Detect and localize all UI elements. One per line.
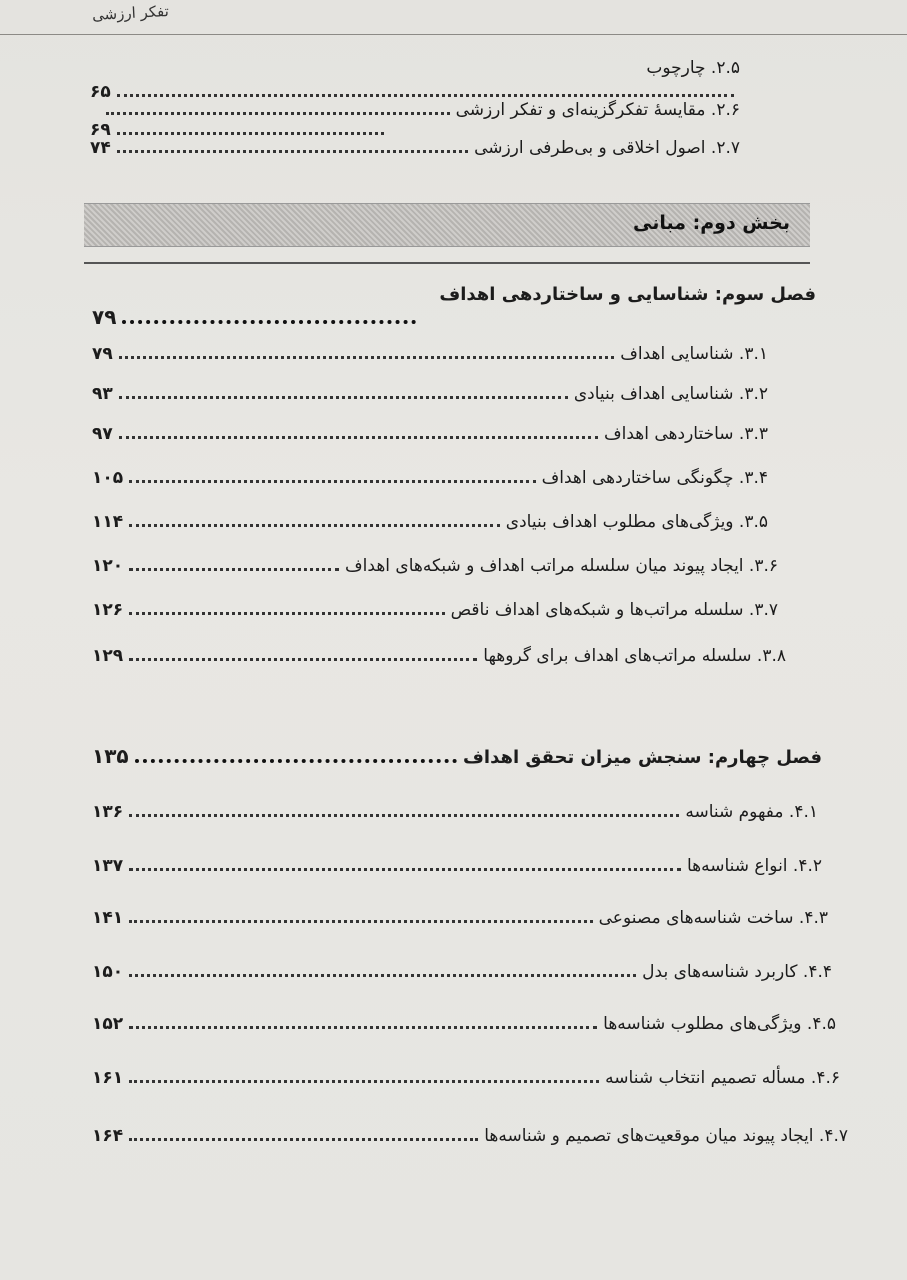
toc-entry-title: ۳.۲. شناسایی اهداف بنیادی: [573, 384, 768, 404]
toc-entry-title: ۳.۸. سلسله مراتب‌های اهداف برای گروهها: [483, 646, 786, 666]
toc-entry-2-6-page-row: [90, 120, 390, 140]
dot-leader: [117, 150, 468, 153]
dot-leader: [129, 1138, 478, 1141]
chapter-4-heading: [92, 744, 822, 768]
chapter-page: ۱۳۵: [92, 744, 129, 768]
chapter-title: فصل چهارم: سنجش میزان تحقق اهداف: [462, 747, 822, 768]
toc-entry-page: ۹۷: [92, 424, 113, 444]
toc-entry-3-8: [92, 646, 786, 666]
toc-entry-3-2: [92, 384, 768, 404]
dot-leader: [119, 436, 598, 439]
dot-leader: [129, 920, 593, 923]
toc-entry-3-5: [92, 512, 768, 532]
toc-entry-title: ۴.۱. مفهوم شناسه: [685, 802, 818, 822]
chapter-title: فصل سوم: شناسایی و ساختاردهی اهداف: [439, 284, 816, 305]
toc-entry-2-6: [90, 100, 740, 120]
toc-entry-4-7: [92, 1126, 848, 1146]
toc-entry-3-6: [92, 556, 778, 576]
toc-entry-title: ۲.۵. چارچوب: [646, 58, 740, 78]
toc-entry-3-4: [92, 468, 768, 488]
toc-entry-page: ۱۳۷: [92, 856, 124, 876]
toc-entry-page: ۱۲۰: [92, 556, 124, 576]
toc-entry-title: ۳.۳. ساختاردهی اهداف: [604, 424, 768, 444]
toc-entry-title: ۳.۱. شناسایی اهداف: [620, 344, 768, 364]
running-head-text: تفکر ارزشی: [91, 2, 170, 24]
toc-entry-4-6: [92, 1068, 840, 1088]
toc-entry-page: ۱۰۵: [92, 468, 124, 488]
dot-leader: [135, 759, 457, 763]
dot-leader: [106, 112, 449, 115]
toc-entry-4-3: [92, 908, 828, 928]
toc-entry-page: ۱۶۱: [92, 1068, 124, 1088]
toc-entry-title: ۴.۶. مسأله تصمیم انتخاب شناسه: [605, 1068, 840, 1088]
toc-entry-page: ۱۱۴: [92, 512, 124, 532]
toc-entry-page: ۱۲۹: [92, 646, 124, 666]
toc-entry-2-5-dots: [90, 82, 740, 102]
toc-entry-page: ۷۴: [90, 138, 111, 158]
toc-entry-title: ۴.۴. کاربرد شناسه‌های بدل: [642, 962, 832, 982]
toc-entry-page: ۶۵: [90, 82, 111, 102]
toc-entry-title: ۲.۷. اصول اخلاقی و بی‌طرفی ارزشی: [474, 138, 740, 158]
toc-entry-title: ۴.۷. ایجاد پیوند میان موقعیت‌های تصمیم و شناسه‌ها: [484, 1126, 848, 1146]
dot-leader: [129, 1026, 597, 1029]
dot-leader: [129, 814, 679, 817]
toc-entry-2-5: [92, 58, 740, 78]
toc-entry-2-7: [90, 138, 740, 158]
dot-leader: [129, 524, 500, 527]
toc-entry-page: ۱۵۲: [92, 1014, 124, 1034]
toc-entry-title: ۳.۵. ویژگی‌های مطلوب اهداف بنیادی: [505, 512, 768, 532]
toc-entry-page: ۶۹: [90, 120, 111, 140]
toc-entry-title: ۳.۷. سلسله مراتب‌ها و شبکه‌های اهداف ناقص: [450, 600, 778, 620]
toc-entry-page: ۱۳۶: [92, 802, 124, 822]
running-head: [0, 0, 907, 35]
toc-entry-title: ۲.۶. مقایسهٔ تفکرگزینه‌ای و تفکر ارزشی: [455, 100, 740, 120]
toc-entry-3-7: [92, 600, 778, 620]
toc-entry-page: ۱۴۱: [92, 908, 124, 928]
toc-entry-page: ۱۶۴: [92, 1126, 124, 1146]
dot-leader: [129, 974, 636, 977]
dot-leader: [129, 868, 681, 871]
toc-entry-page: ۱۲۶: [92, 600, 124, 620]
dot-leader: [119, 396, 568, 399]
toc-entry-3-1: [92, 344, 768, 364]
dot-leader: [129, 658, 477, 661]
dot-leader: [129, 480, 535, 483]
toc-entry-4-5: [92, 1014, 836, 1034]
dot-leader: [129, 568, 339, 571]
toc-entry-3-3: [92, 424, 768, 444]
chapter-page: ۷۹: [92, 305, 117, 329]
toc-entry-title: ۴.۳. ساخت شناسه‌های مصنوعی: [598, 908, 828, 928]
part-heading: بخش دوم: مبانی: [632, 212, 790, 234]
section-divider: [84, 262, 810, 264]
dot-leader: [129, 612, 444, 615]
toc-entry-title: ۴.۲. انواع شناسه‌ها: [686, 856, 822, 876]
dot-leader: [117, 94, 734, 97]
part-heading-band: [84, 203, 810, 247]
chapter-3-page-row: [92, 305, 422, 329]
toc-entry-page: ۷۹: [92, 344, 113, 364]
dot-leader: [117, 132, 384, 135]
toc-entry-4-4: [92, 962, 832, 982]
toc-entry-title: ۳.۶. ایجاد پیوند میان سلسله مراتب اهداف و شبکه‌های اهداف: [345, 556, 778, 576]
toc-entry-4-2: [92, 856, 822, 876]
dot-leader: [119, 356, 615, 359]
dot-leader: [122, 320, 416, 324]
toc-entry-page: ۹۳: [92, 384, 113, 404]
toc-entry-title: ۳.۴. چگونگی ساختاردهی اهداف: [541, 468, 768, 488]
toc-entry-title: ۴.۵. ویژگی‌های مطلوب شناسه‌ها: [603, 1014, 836, 1034]
toc-entry-4-1: [92, 802, 818, 822]
toc-entry-page: ۱۵۰: [92, 962, 124, 982]
dot-leader: [129, 1080, 599, 1083]
